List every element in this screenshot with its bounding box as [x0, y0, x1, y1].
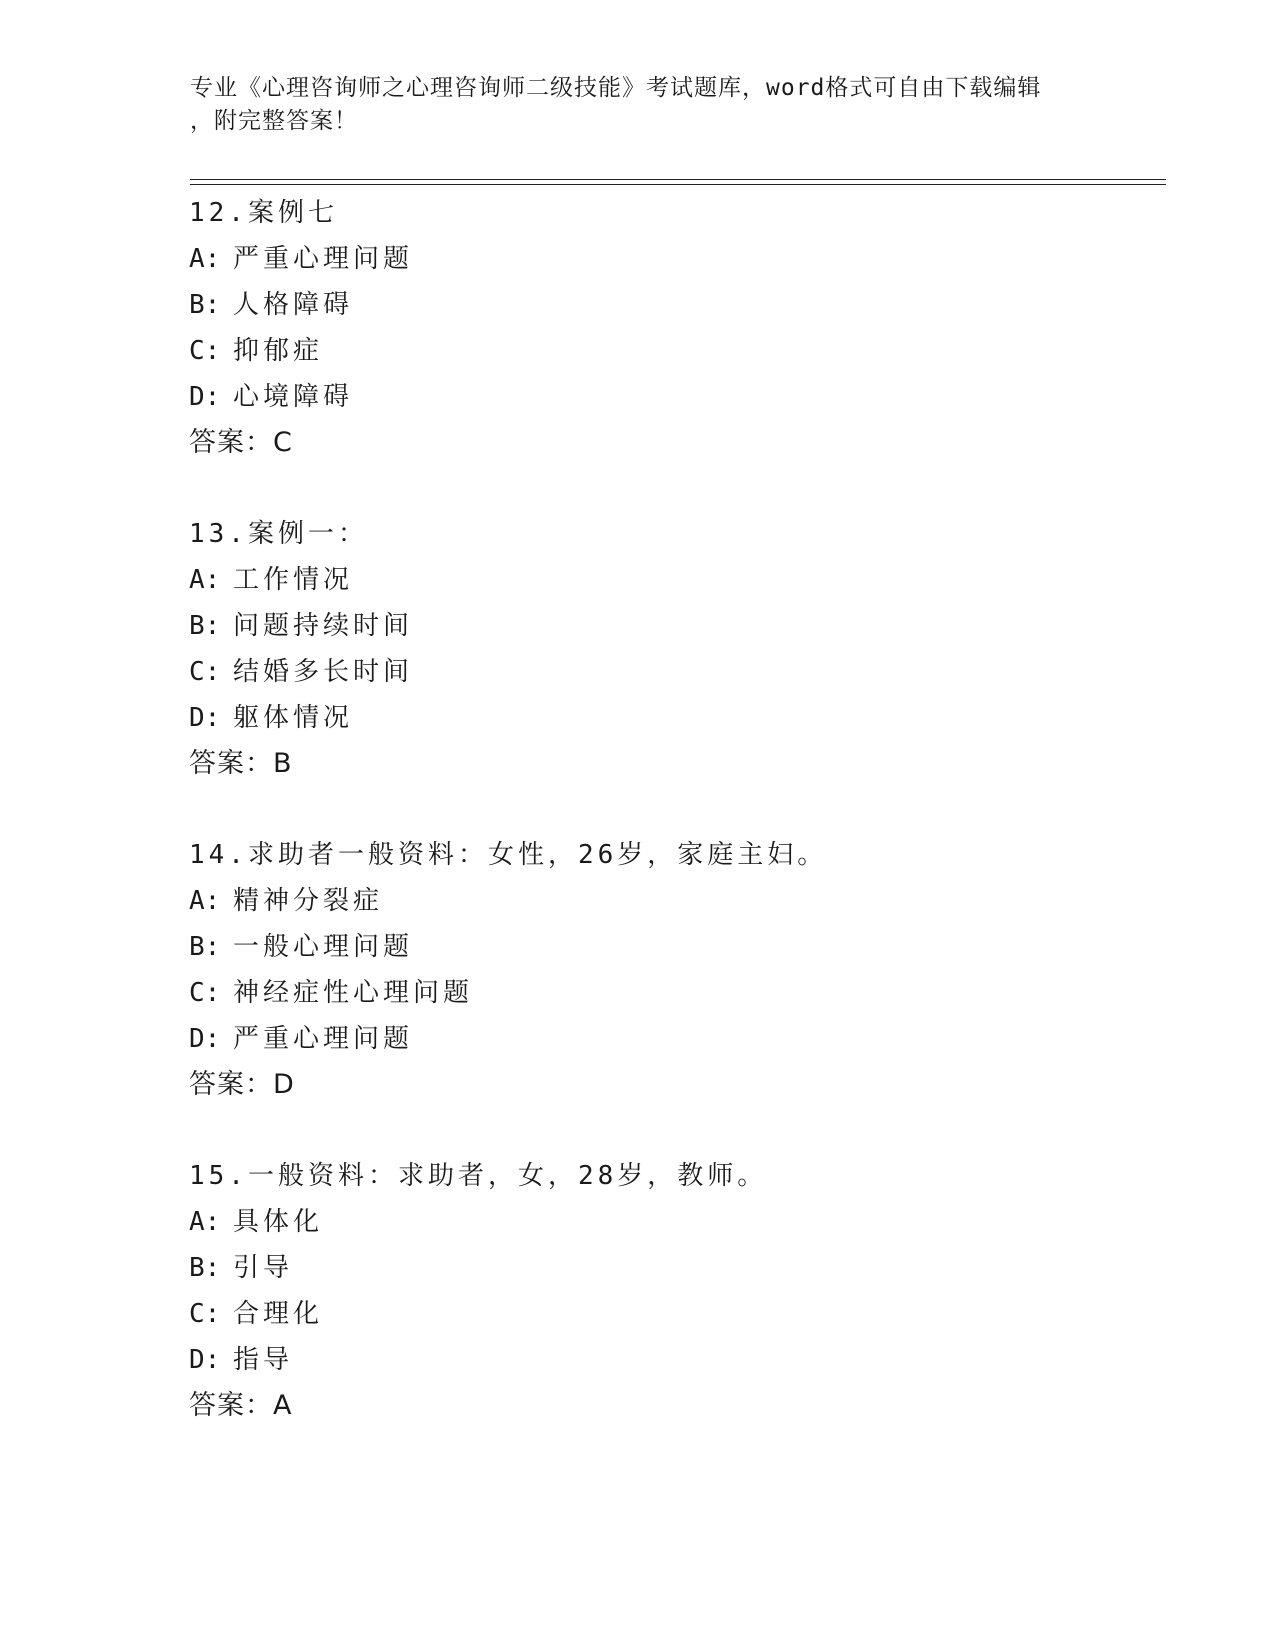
option-c	[189, 649, 1149, 695]
option-b	[189, 282, 1149, 328]
option-letter: B:	[189, 290, 221, 320]
option-text: 神经症性心理问题	[233, 978, 474, 1008]
option-letter: B:	[189, 1253, 221, 1283]
question-stem: 12.案例七	[189, 198, 338, 228]
option-letter: C:	[189, 336, 221, 366]
header-divider-top	[190, 179, 1166, 180]
option-letter: A:	[189, 1207, 221, 1237]
question-item	[189, 1153, 1149, 1474]
answer-line: 答案：D	[189, 1069, 295, 1100]
option-text: 结婚多长时间	[233, 657, 414, 687]
option-d	[189, 1337, 1149, 1383]
question-item	[189, 832, 1149, 1153]
option-letter: D:	[189, 703, 221, 733]
option-text: 精神分裂症	[233, 886, 384, 916]
option-letter: D:	[189, 1345, 221, 1375]
option-c	[189, 970, 1149, 1016]
option-letter: A:	[189, 565, 221, 595]
header-title-line-1: 专业《心理咨询师之心理咨询师二级技能》考试题库，word格式可自由下载编辑	[190, 75, 1042, 101]
option-text: 工作情况	[233, 565, 354, 595]
option-text: 引导	[233, 1253, 294, 1283]
option-letter: D:	[189, 382, 221, 412]
option-b	[189, 1245, 1149, 1291]
option-letter: C:	[189, 1299, 221, 1329]
option-text: 严重心理问题	[233, 1024, 414, 1054]
answer-line: 答案：B	[189, 748, 293, 779]
option-c	[189, 328, 1149, 374]
option-letter: A:	[189, 244, 221, 274]
option-text: 指导	[233, 1345, 294, 1375]
option-letter: B:	[189, 932, 221, 962]
option-text: 躯体情况	[233, 703, 354, 733]
option-letter: C:	[189, 978, 221, 1008]
question-stem: 15.一般资料：求助者，女，28岁，教师。	[189, 1161, 768, 1191]
option-a	[189, 878, 1149, 924]
option-d	[189, 374, 1149, 420]
question-item	[189, 511, 1149, 832]
option-letter: A:	[189, 886, 221, 916]
question-list	[189, 190, 1149, 1474]
option-b	[189, 924, 1149, 970]
option-text: 心境障碍	[233, 382, 354, 412]
option-letter: D:	[189, 1024, 221, 1054]
option-c	[189, 1291, 1149, 1337]
option-text: 一般心理问题	[233, 932, 414, 962]
document-header	[190, 72, 1090, 138]
option-letter: B:	[189, 611, 221, 641]
question-stem: 13.案例一：	[189, 519, 368, 549]
option-text: 人格障碍	[233, 290, 354, 320]
option-text: 具体化	[233, 1207, 324, 1237]
option-text: 合理化	[233, 1299, 324, 1329]
header-title-line-2: ，附完整答案！	[190, 108, 358, 134]
option-text: 抑郁症	[233, 336, 324, 366]
answer-line: 答案：A	[189, 1390, 293, 1421]
option-d	[189, 695, 1149, 741]
option-letter: C:	[189, 657, 221, 687]
option-d	[189, 1016, 1149, 1062]
option-text: 严重心理问题	[233, 244, 414, 274]
option-a	[189, 557, 1149, 603]
option-b	[189, 603, 1149, 649]
header-divider-bottom	[190, 184, 1166, 185]
question-stem: 14.求助者一般资料：女性，26岁，家庭主妇。	[189, 840, 828, 870]
answer-line: 答案：C	[189, 427, 293, 458]
option-a	[189, 1199, 1149, 1245]
option-text: 问题持续时间	[233, 611, 414, 641]
option-a	[189, 236, 1149, 282]
question-item	[189, 190, 1149, 511]
